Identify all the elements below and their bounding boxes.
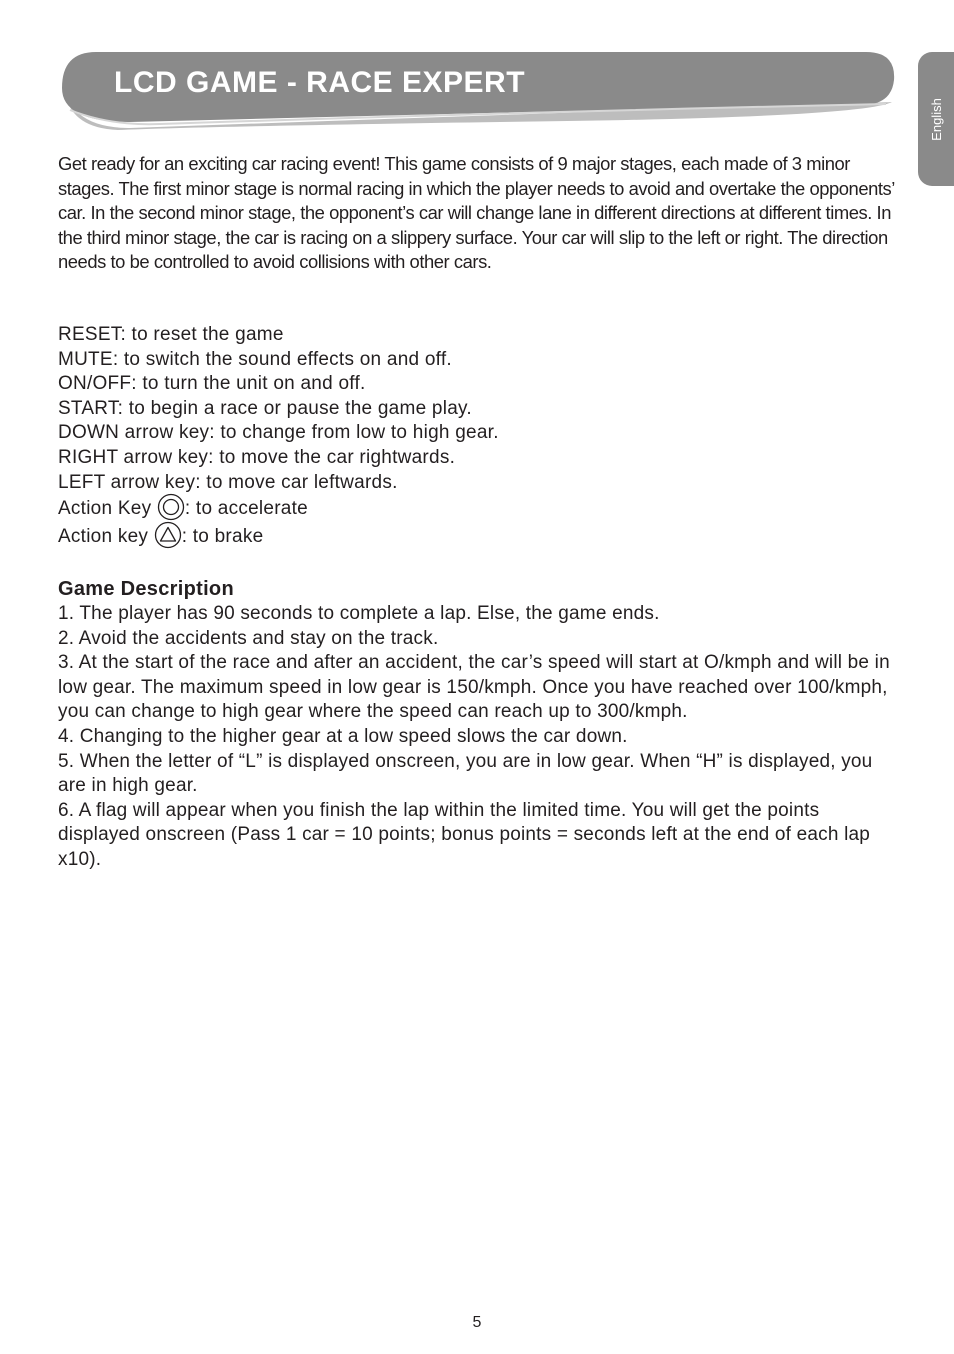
control-action-accelerate: [58, 495, 898, 523]
action-key-description: : to brake: [181, 525, 264, 547]
description-item: 5. When the letter of “L” is displayed onscreen, you are in low gear. When “H” is displayed, you are in high gear.: [58, 750, 873, 797]
description-item: 3. At the start of the race and after an accident, the car’s speed will start at O/kmph and will be in low gear. The maximum speed in low gear is 150/kmph. Once you have reached over 100/kmph, you can change to high gear where the speed can reach up to 300/kmph.: [58, 652, 890, 723]
action-key-description: : to accelerate: [184, 498, 308, 520]
description-item: 6. A flag will appear when you finish the lap within the limited time. You will get the points displayed onscreen (Pass 1 car = 10 points; bonus points = seconds left at the end of each lap x10).: [58, 799, 871, 870]
language-tab: [918, 52, 954, 186]
control-left-arrow: LEFT arrow key: to move car leftwards.: [58, 471, 398, 493]
control-right-arrow: RIGHT arrow key: to move the car rightwards.: [58, 446, 456, 468]
game-description-heading: Game Description: [58, 578, 234, 600]
intro-paragraph: Get ready for an exciting car racing event! This game consists of 9 major stages, each made of 3 minor stages. The first minor stage is normal racing in which the player needs to avoid and overtake the opponents’ car. In the second minor stage, the opponent’s car will change lane in different directions at different times. In the third minor stage, the car is racing on a slippery surface. Your car will slip to the left or right. The direction needs to be controlled to avoid collisions with other cars.: [58, 153, 895, 273]
control-on-off: ON/OFF: to turn the unit on and off.: [58, 373, 366, 395]
circle-button-icon: [157, 493, 185, 521]
description-item: 4. Changing to the higher gear at a low speed slows the car down.: [58, 725, 628, 747]
control-mute: MUTE: to switch the sound effects on and off.: [58, 348, 452, 370]
action-key-label: Action Key: [58, 498, 157, 520]
page-title: LCD GAME - RACE EXPERT: [114, 66, 526, 99]
description-item: 2. Avoid the accidents and stay on the track.: [58, 627, 439, 649]
control-down-arrow: DOWN arrow key: to change from low to high gear.: [58, 422, 499, 444]
controls-list: [58, 323, 898, 550]
control-action-brake: [58, 523, 898, 551]
game-description-list: [58, 602, 898, 873]
description-item: 1. The player has 90 seconds to complete a lap. Else, the game ends.: [58, 603, 660, 624]
triangle-button-icon: [154, 521, 182, 549]
control-reset: RESET: to reset the game: [58, 324, 284, 345]
page-number: 5: [472, 1314, 482, 1331]
action-key-label: Action key: [58, 525, 154, 547]
language-label: English: [928, 97, 944, 141]
control-start: START: to begin a race or pause the game play.: [58, 397, 472, 419]
